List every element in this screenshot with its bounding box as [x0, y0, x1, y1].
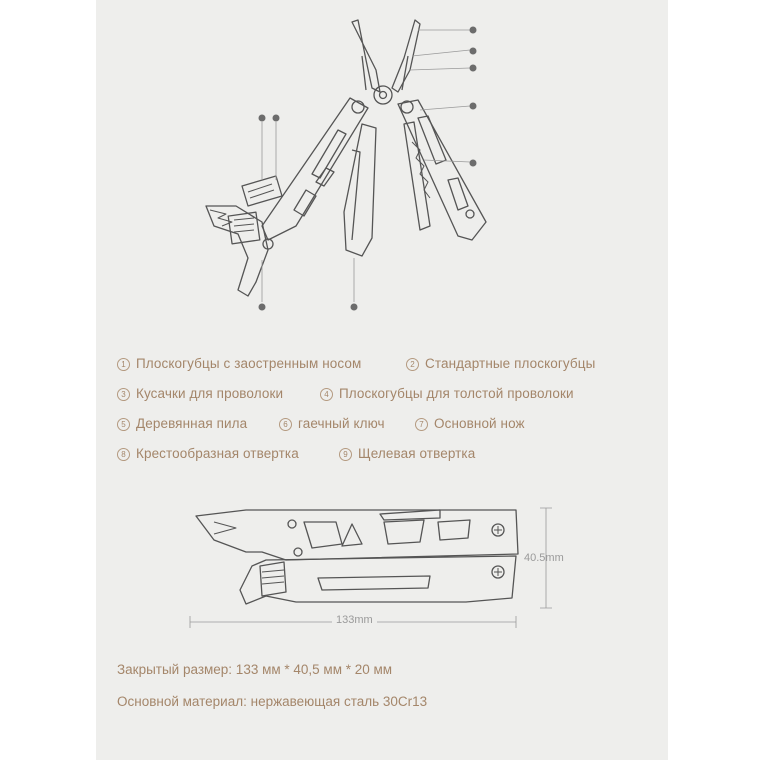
feature-label: Щелевая отвертка [358, 446, 476, 461]
feature-number: 4 [320, 388, 333, 401]
feature-number: 2 [406, 358, 419, 371]
feature-number: 1 [117, 358, 130, 371]
feature-label: Основной нож [434, 416, 525, 431]
closed-size-spec: Закрытый размер: 133 мм * 40,5 мм * 20 мм [117, 662, 393, 677]
feature-number: 3 [117, 388, 130, 401]
feature-number: 7 [415, 418, 428, 431]
feature-label: Крестообразная отвертка [136, 446, 299, 461]
feature-number: 9 [339, 448, 352, 461]
feature-label: Плоскогубцы с заостренным носом [136, 356, 362, 371]
feature-label: Деревянная пила [136, 416, 248, 431]
feature-label: Кусачки для проволоки [136, 386, 284, 401]
feature-label: Плоскогубцы для толстой проволоки [339, 386, 574, 401]
feature-number: 6 [279, 418, 292, 431]
feature-label: Стандартные плоскогубцы [425, 356, 596, 371]
material-spec: Основной материал: нержавеющая сталь 30Cr13 [117, 694, 428, 709]
height-dimension-label: 40.5mm [524, 552, 564, 564]
feature-number: 8 [117, 448, 130, 461]
feature-number: 5 [117, 418, 130, 431]
length-dimension-label: 133mm [332, 614, 377, 626]
feature-label: гаечный ключ [298, 416, 385, 431]
